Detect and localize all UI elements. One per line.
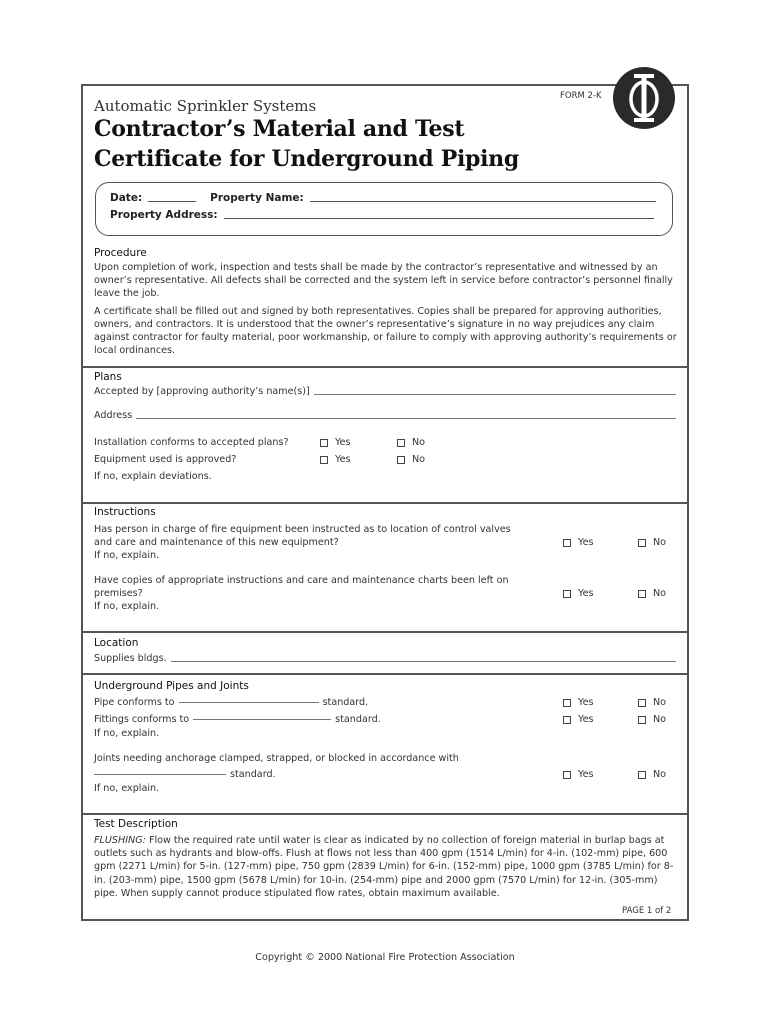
pipe-conforms-row (94, 696, 368, 709)
form-id: FORM 2-K (560, 91, 602, 101)
accepted-by-label: Accepted by [approving authority’s name(s)] (94, 386, 310, 397)
plans-q1-yes[interactable]: Yes (320, 437, 351, 448)
section-divider (81, 502, 689, 504)
supplies-bldgs-label: Supplies bldgs. (94, 653, 167, 664)
instructions-q1-line-2: and care and maintenance of this new equipment? (94, 537, 339, 549)
plans-title: Plans (94, 371, 122, 383)
property-name-field[interactable] (310, 201, 656, 202)
fittings-yes[interactable]: Yes (563, 714, 594, 725)
address-row (110, 209, 654, 221)
standard-label: standard. (335, 714, 381, 725)
instructions-q2-yes[interactable]: Yes (563, 588, 594, 599)
instructions-q2-line-2: premises? (94, 588, 143, 600)
procedure-title: Procedure (94, 247, 147, 259)
checkbox-icon (563, 590, 571, 598)
pipe-conforms-label: Pipe conforms to (94, 697, 175, 708)
joints-yes[interactable]: Yes (563, 769, 594, 780)
copyright: Copyright © 2000 National Fire Protection Association (255, 952, 515, 963)
instructions-title: Instructions (94, 506, 156, 518)
checkbox-icon (638, 699, 646, 707)
pipe-no[interactable]: No (638, 697, 666, 708)
checkbox-icon (638, 716, 646, 724)
date-row (110, 192, 656, 204)
standard-label: standard. (322, 697, 369, 708)
joints-label: Joints needing anchorage clamped, strapped, or blocked in accordance with (94, 753, 459, 764)
instructions-q2-no[interactable]: No (638, 588, 666, 599)
joints-no[interactable]: No (638, 769, 666, 780)
flushing-text (94, 834, 678, 900)
property-name-label: Property Name: (210, 192, 304, 204)
plans-address-field[interactable] (94, 410, 676, 421)
plans-q2-no[interactable]: No (397, 454, 425, 465)
procedure-para-1: Upon completion of work, inspection and tests shall be made by the contractor’s representative and witnessed by an owner’s representative. All defects shall be corrected and the system left in service before contractor’s personnel finally leave the job. (94, 262, 673, 300)
joints-note: If no, explain. (94, 783, 160, 794)
plans-note: If no, explain deviations. (94, 471, 212, 482)
pipes-note: If no, explain. (94, 728, 160, 739)
fittings-standard-field[interactable] (193, 719, 331, 720)
instructions-q1 (94, 523, 511, 563)
standard-label: standard. (230, 769, 276, 780)
checkbox-icon (397, 439, 405, 447)
checkbox-icon (563, 716, 571, 724)
instructions-q2 (94, 574, 509, 614)
flushing-body: Flow the required rate until water is clear as indicated by no collection of foreign material in burlap bags at outlets such as hydrants and blow-offs. Flush at flows not less than 400 gpm (1514 L/min) for 4-in. (102-mm) pipe, 600 gpm (2271 L/min) for 5-in. (127-mm) pipe, 750 gpm (2839 L/min) for 6-in. (152-mm) pipe, 1000 gpm (3785 L/min) for 8-in. (203-mm) pipe, 1500 gpm (5678 L/min) for 10-in. (254-mm) pipe and 2000 gpm (7570 L/min) for 12-in. (305-mm) pipe. When supply cannot produce stipulated flow rates, obtain maximum available. (94, 835, 674, 899)
accepted-by-field[interactable] (94, 386, 676, 397)
form-title (94, 114, 519, 174)
checkbox-icon (563, 771, 571, 779)
plans-q1-label: Installation conforms to accepted plans? (94, 437, 289, 448)
flushing-label: FLUSHING: (94, 835, 146, 846)
procedure-text (94, 261, 678, 357)
checkbox-icon (563, 699, 571, 707)
date-label: Date: (110, 192, 143, 204)
date-field[interactable] (148, 201, 196, 202)
form-series: Automatic Sprinkler Systems (94, 97, 317, 115)
section-divider (81, 673, 689, 675)
instructions-q2-note: If no, explain. (94, 601, 160, 613)
property-address-label: Property Address: (110, 209, 218, 221)
fittings-no[interactable]: No (638, 714, 666, 725)
location-title: Location (94, 637, 139, 649)
section-divider (81, 631, 689, 633)
instructions-q1-no[interactable]: No (638, 537, 666, 548)
form-title-line-1: Contractor’s Material and Test (94, 116, 465, 142)
procedure-para-2: A certificate shall be filled out and signed by both representatives. Copies shall be prepared for approving authorities, owners, and contractors. It is understood that the owner’s representative’s signature in no way prejudices any claim against contractor for faulty material, poor workmanship, or failure to comply with approving authority’s requirements or local ordinances. (94, 305, 677, 357)
instructions-q2-line-1: Have copies of appropriate instructions and care and maintenance charts been left on (94, 575, 509, 586)
pipe-standard-field[interactable] (179, 702, 319, 703)
checkbox-icon (563, 539, 571, 547)
checkbox-icon (320, 456, 328, 464)
pipes-title: Underground Pipes and Joints (94, 680, 249, 692)
test-title: Test Description (94, 818, 178, 830)
plans-q2-yes[interactable]: Yes (320, 454, 351, 465)
checkbox-icon (638, 539, 646, 547)
section-divider (81, 366, 689, 368)
checkbox-icon (638, 590, 646, 598)
joints-standard-row (94, 768, 276, 781)
property-address-field[interactable] (224, 218, 654, 219)
plans-q1-no[interactable]: No (397, 437, 425, 448)
fittings-conforms-row (94, 713, 381, 726)
checkbox-icon (397, 456, 405, 464)
instructions-q1-yes[interactable]: Yes (563, 537, 594, 548)
instructions-q1-note: If no, explain. (94, 550, 160, 562)
plans-address-label: Address (94, 410, 133, 421)
fittings-conforms-label: Fittings conforms to (94, 714, 190, 725)
page-number: PAGE 1 of 2 (622, 906, 672, 916)
instructions-q1-line-1: Has person in charge of fire equipment been instructed as to location of control valves (94, 524, 511, 535)
form-title-line-2: Certificate for Underground Piping (94, 146, 519, 172)
pipe-yes[interactable]: Yes (563, 697, 594, 708)
checkbox-icon (320, 439, 328, 447)
section-divider (81, 813, 689, 815)
supplies-bldgs-field[interactable] (94, 653, 676, 664)
checkbox-icon (638, 771, 646, 779)
joints-standard-field[interactable] (94, 774, 226, 775)
nfpa-logo (612, 66, 676, 130)
plans-q2-label: Equipment used is approved? (94, 454, 237, 465)
